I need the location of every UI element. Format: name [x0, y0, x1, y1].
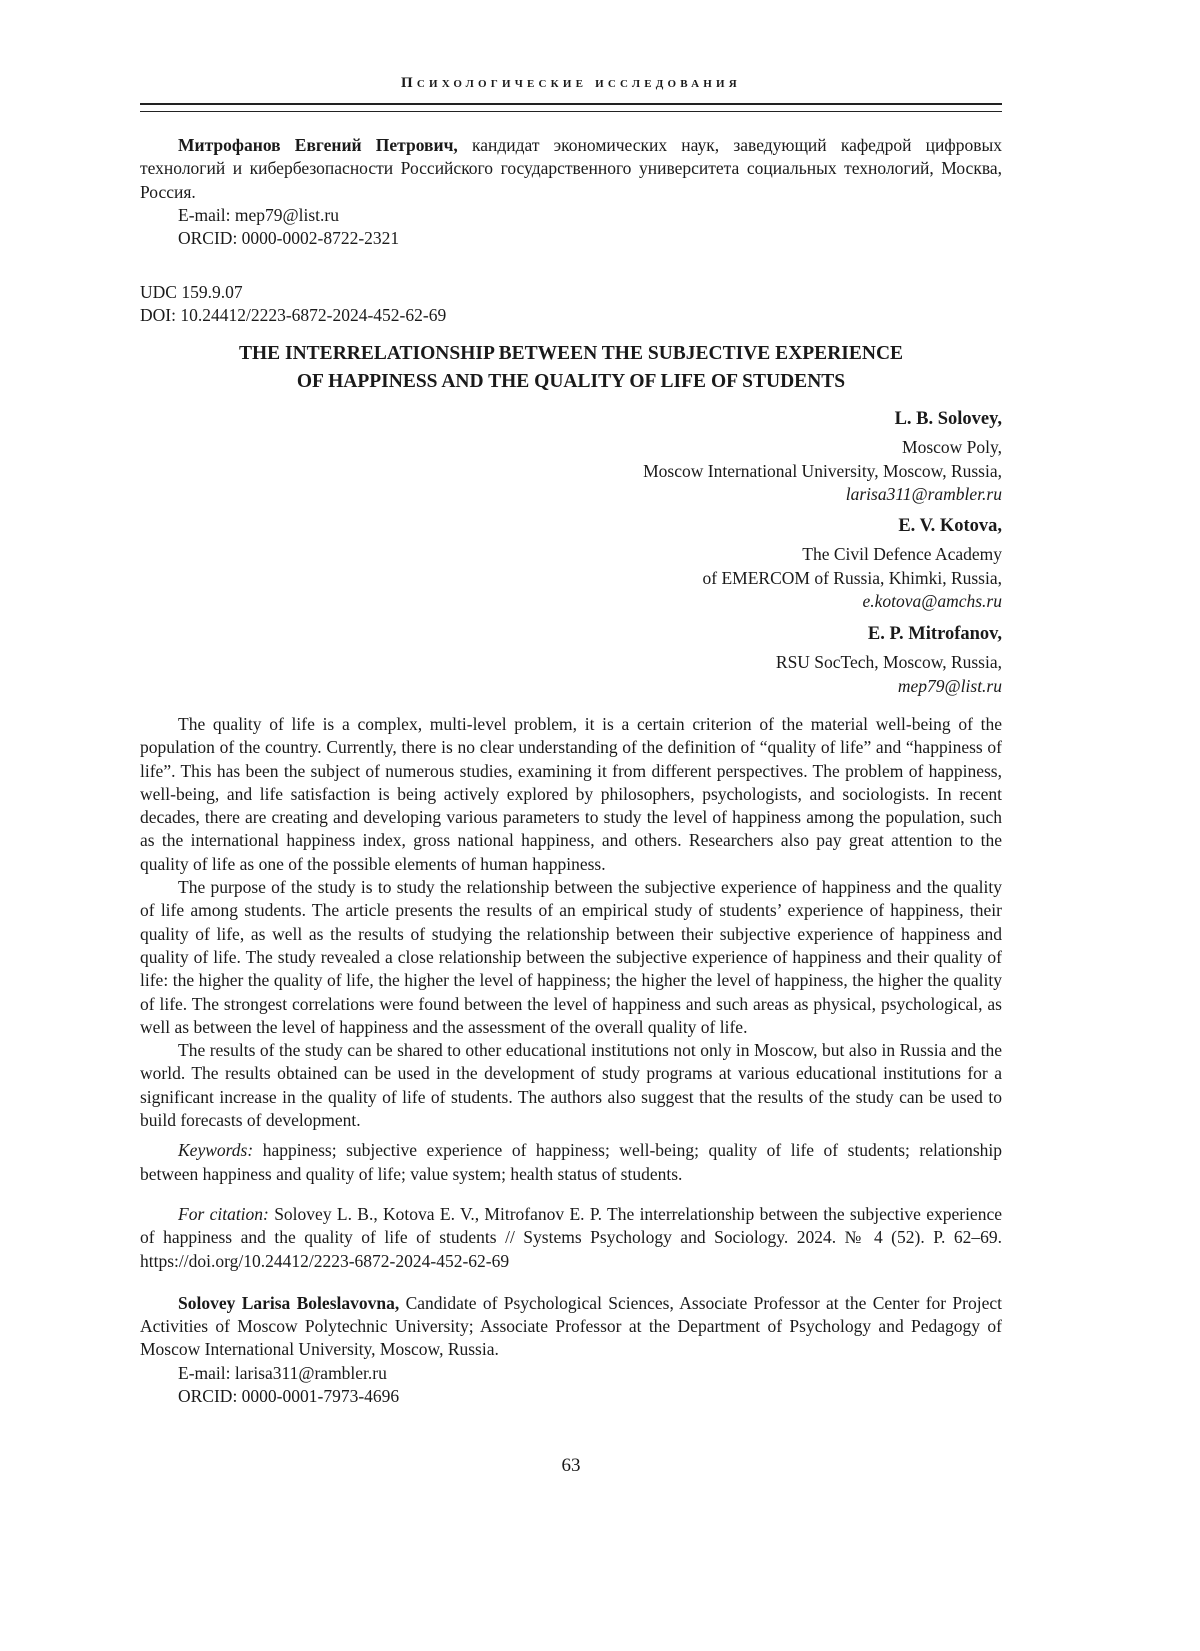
- author-email: larisa311@rambler.ru: [140, 483, 1002, 506]
- keywords: Keywords: happiness; subjective experience of happiness; well-being; quality of life of students; relationship between happiness and quality of life; value system; health status of students.: [140, 1139, 1002, 1186]
- bio-text: кандидат экономических наук, заведующий кафедрой цифровых технологий и кибербезопасности Российского государственного университета социальных технологий, Москва, Россия.: [140, 135, 1002, 202]
- abstract: [140, 713, 1002, 1408]
- author-block: [140, 515, 1002, 613]
- author-affiliation: Moscow International University, Moscow, Russia,: [140, 460, 1002, 483]
- article-title: [140, 340, 1002, 396]
- bio-email: E-mail: mep79@list.ru: [140, 204, 1002, 227]
- author-block: [140, 408, 1002, 506]
- title-line: OF HAPPINESS AND THE QUALITY OF LIFE OF STUDENTS: [140, 368, 1002, 396]
- author-bio-orcid: ORCID: 0000-0001-7973-4696: [140, 1385, 1002, 1408]
- author-affiliation: The Civil Defence Academy: [140, 543, 1002, 566]
- author-affiliation: of EMERCOM of Russia, Khimki, Russia,: [140, 567, 1002, 590]
- identifiers: [140, 281, 1002, 328]
- page-number: 63: [140, 1454, 1002, 1477]
- abstract-paragraph: The results of the study can be shared to other educational institutions not only in Moscow, but also in Russia and the world. The results obtained can be used in the development of study programs at various educational institutions for a significant increase in the quality of life of students. The authors also suggest that the results of the study can be used to build forecasts of development.: [140, 1039, 1002, 1132]
- header-rule: [140, 103, 1002, 105]
- bio-name: Митрофанов Евгений Петрович,: [178, 135, 458, 155]
- author-bio: Solovey Larisa Boleslavovna, Candidate of Psychological Sciences, Associate Professor at the Center for Project Activities of Moscow Polytechnic University; Associate Professor at the Department of Psychology and Pedagogy of Moscow International University, Moscow, Russia.: [140, 1292, 1002, 1362]
- author-name: L. B. Solovey,: [140, 408, 1002, 431]
- author-name: E. P. Mitrofanov,: [140, 623, 1002, 646]
- author-block: [140, 623, 1002, 698]
- author-email: e.kotova@amchs.ru: [140, 590, 1002, 613]
- author-bio-email: E-mail: larisa311@rambler.ru: [140, 1362, 1002, 1385]
- author-affiliation: RSU SocTech, Moscow, Russia,: [140, 651, 1002, 674]
- abstract-paragraph: The purpose of the study is to study the relationship between the subjective experience of happiness and the quality of life among students. The article presents the results of an empirical study of students’ experience of happiness, their quality of life, as well as the results of studying the relationship between their subjective experience of happiness and quality of life. The study revealed a close relationship between the subjective experience of happiness and their quality of life: the higher the quality of life, the higher the level of happiness; the higher the level of happiness, the higher the quality of life. The strongest correlations were found between the level of happiness and such areas as physical, psychological, as well as between the level of happiness and the assessment of the overall quality of life.: [140, 876, 1002, 1039]
- header-rule: [140, 111, 1002, 112]
- citation: For citation: Solovey L. B., Kotova E. V., Mitrofanov E. P. The interrelationship between the subjective experience of happiness and the quality of life of students // Systems Psychology and Sociology. 2024. № 4 (52). P. 62–69. https://doi.org/10.24412/2223-6872-2024-452-62-69: [140, 1203, 1002, 1273]
- title-line: THE INTERRELATIONSHIP BETWEEN THE SUBJECTIVE EXPERIENCE: [140, 340, 1002, 368]
- udc: UDC 159.9.07: [140, 281, 1002, 304]
- bio-orcid: ORCID: 0000-0002-8722-2321: [140, 227, 1002, 250]
- abstract-paragraph: The quality of life is a complex, multi-level problem, it is a certain criterion of the material well-being of the population of the country. Currently, there is no clear understanding of the definition of “quality of life” and “happiness of life”. This has been the subject of numerous studies, examining it from different perspectives. The problem of happiness, well-being, and life satisfaction is being actively explored by philosophers, psychologists, and sociologists. In recent decades, there are creating and developing various parameters to study the level of happiness among the population, such as the international happiness index, gross national happiness, and others. Researchers also pay great attention to the quality of life as one of the possible elements of human happiness.: [140, 713, 1002, 876]
- previous-author-bio: [140, 134, 1002, 250]
- author-name: E. V. Kotova,: [140, 515, 1002, 538]
- doi: DOI: 10.24412/2223-6872-2024-452-62-69: [140, 304, 1002, 327]
- running-head: Психологические исследования: [140, 72, 1002, 95]
- author-affiliation: Moscow Poly,: [140, 436, 1002, 459]
- author-email: mep79@list.ru: [140, 675, 1002, 698]
